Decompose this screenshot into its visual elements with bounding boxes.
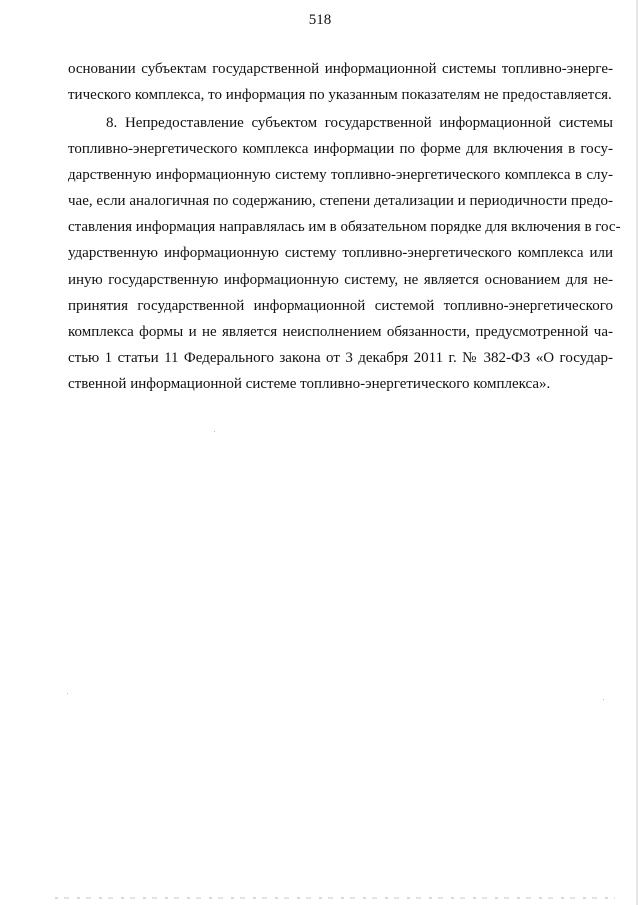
paragraph-continuation	[68, 56, 613, 108]
scan-speck	[67, 693, 68, 694]
text-line: дарственную информационную систему топливно-энергетического комплекса в слу-	[68, 167, 613, 184]
paragraph-item-8	[68, 110, 621, 397]
scan-speck	[214, 431, 215, 432]
text-line: иную государственную информационную систему, не является основанием для не-	[68, 271, 613, 288]
text-line: ставления информация направлялась им в обязательном порядке для включения в гос-	[68, 219, 621, 236]
text-line: принятия государственной информационной системой топливно-энергетического	[68, 297, 613, 314]
scan-speck	[603, 699, 604, 700]
text-line: стью 1 статьи 11 Федерального закона от 3 декабря 2011 г. № 382-ФЗ «О государ-	[68, 349, 613, 366]
text-line: чае, если аналогичная по содержанию, степени детализации и периодичности предо-	[68, 193, 613, 210]
text-line: топливно-энергетического комплекса информации по форме для включения в госу-	[68, 141, 613, 158]
scan-bottom-edge	[55, 897, 615, 899]
text-line: 8. Непредоставление субъектом государственной информационной системы	[106, 115, 613, 131]
text-line: тического комплекса, то информация по указанным показателям не предоставляется.	[68, 87, 612, 104]
text-line: ударственную информационную систему топливно-энергетического комплекса или	[68, 245, 613, 262]
text-line: комплекса формы и не является неисполнением обязанности, предусмотренной ча-	[68, 323, 613, 340]
scan-right-edge	[636, 0, 638, 905]
text-line: ственной информационной системе топливно-энергетического комплекса».	[68, 375, 551, 392]
text-line: основании субъектам государственной информационной системы топливно-энерге-	[68, 61, 613, 77]
page-number: 518	[308, 12, 332, 28]
